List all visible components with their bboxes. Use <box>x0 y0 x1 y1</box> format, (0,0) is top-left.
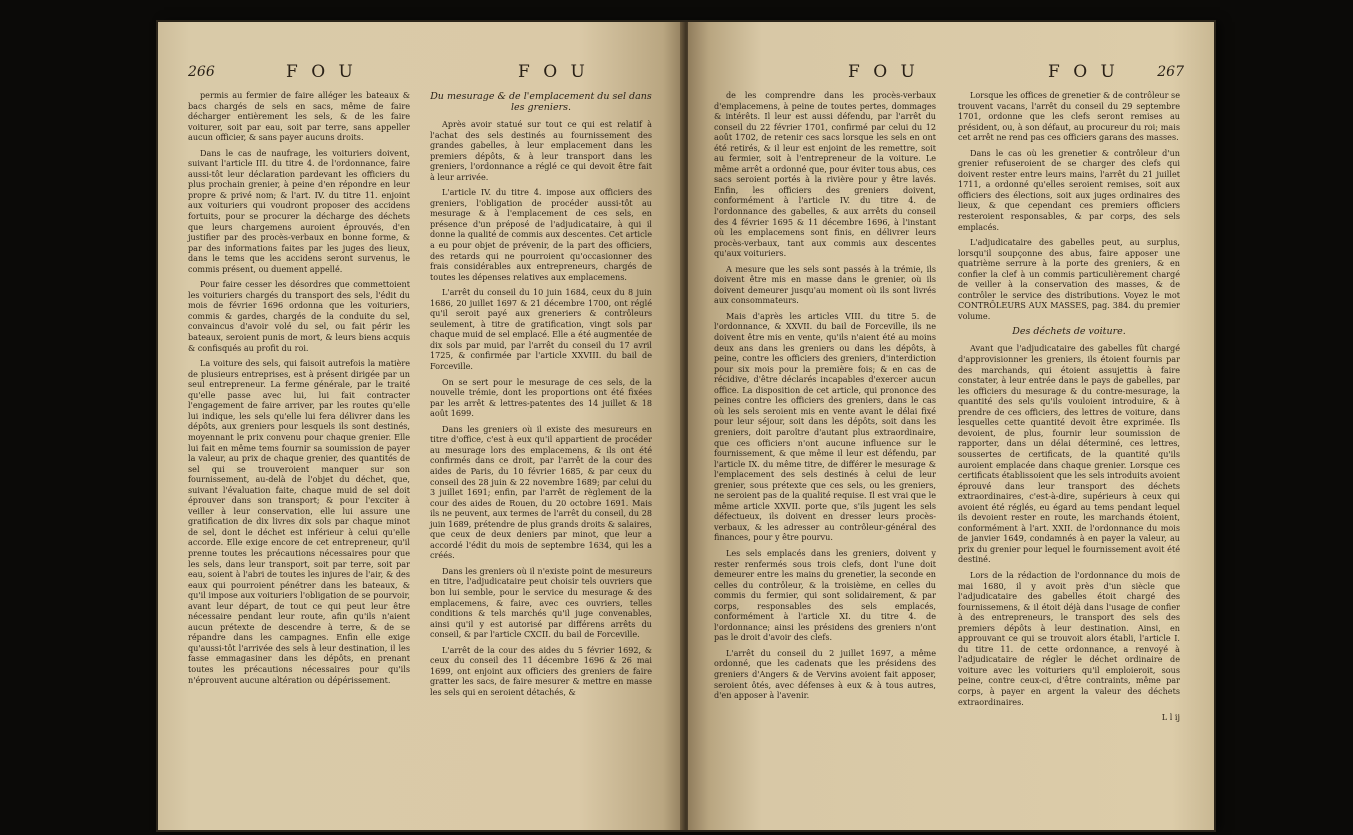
paragraph: Lors de la rédaction de l'ordonnance du mois de mai 1680, il y avoit près d'un siècle que l'adjudicataire des gabelles étoit chargé des fournissemens, & il étoit déjà dans l'usage de confier à des entrepreneurs, le transport des sels des premiers dépôts à leur destination. Ainsi, en approuvant ce qui se trouvoit alors établi, l'article I. du titre 11. de cette ordonnance, a renvoyé à l'adjudicataire de régler le déchet ordinaire de voiture avec les voituriers qu'il emploieroit, sous peine, contre ceux-ci, d'être contraints, même par corps, à payer en argent la valeur des déchets extraordinaires. <box>958 569 1180 707</box>
headword: F O U <box>286 62 357 82</box>
right-running-head <box>718 62 1184 86</box>
paragraph: L'arrêt du conseil du 2 juillet 1697, a même ordonné, que les cadenats que les présidens des greniers d'Angers & de Vervins avoient fait apposer, seroient ôtés, avec défenses à eux & à tous autres, d'en apposer à l'avenir. <box>714 647 936 701</box>
section-heading: Du mesurage & de l'emplacement du sel dans les greniers. <box>430 91 652 113</box>
paragraph: On se sert pour le mesurage de ces sels, de la nouvelle trémie, dont les proportions ont été fixées par les arrêt & lettres-patentes des 14 juillet & 18 août 1699. <box>430 376 652 419</box>
headword: F O U <box>848 62 919 82</box>
paragraph: Les sels emplacés dans les greniers, doivent y rester renfermés sous trois clefs, dont l'une doit demeurer entre les mains du grenetier, la seconde en celles du contrôleur, & la troisième, en celles du commis du fermier, qui sont solidairement, & par corps, responsables des sels emplacés, conformément à l'article XI. du titre 4. de l'ordonnance; ainsi les présidens des greniers n'ont pas le droit d'avoir des clefs. <box>714 547 936 643</box>
paragraph: L'adjudicataire des gabelles peut, au surplus, lorsqu'il soupçonne des abus, faire apposer une quatrième serrure à la porte des greniers, & en confier la clef à un commis particulièrement chargé de veiller à la conservation des masses, & de contrôler le service des distributions. Voyez le mot CONTRÔLEURS AUX MASSES, pag. 384. du premier volume. <box>958 237 1180 321</box>
paragraph: Dans les greniers où il existe des mesureurs en titre d'office, c'est à eux qu'il appartient de procéder au mesurage lors des emplacemens, & ils ont été confirmés dans ce droit, par l'arrêt de la cour des aides de Paris, du 10 février 1685, & par ceux du conseil des 28 juin & 22 novembre 1689; par celui du 3 juillet 1691; enfin, par l'arrêt de règlement de la cour des aides de Rouen, du 20 octobre 1691. Mais ils ne peuvent, aux termes de l'arrêt du conseil, du 28 juin 1689, prétendre de plus grands droits & salaires, que ceux de deux deniers par minot, que leur a accordé l'édit du mois de septembre 1634, qui les a créés. <box>430 423 652 561</box>
paragraph: Pour faire cesser les désordres que commettoient les voituriers chargés du transport des sels, l'édit du mois de février 1696 ordonna que les voituriers, commis & gardes, chargés de la conduite du sel, convaincus d'avoir volé du sel, ou fait périr les bateaux, seroient punis de mort, & leurs biens acquis & confisqués au profit du roi. <box>188 279 410 353</box>
paragraph: L'arrêt du conseil du 10 juin 1684, ceux du 8 juin 1686, 20 juillet 1697 & 21 décembre 1700, ont réglé qu'il seroit payé aux greneriers & contrôleurs seulement, à titre de gratification, vingt sols par chaque muid de sel emplacé. Elle a été augmentée de dix sols par muid, par l'arrêt du conseil du 17 avril 1725, & confirmée par l'article XXVIII. du bail de Forceville. <box>430 287 652 372</box>
headword: F O U <box>1048 62 1119 82</box>
text-column <box>430 90 652 702</box>
left-running-head <box>188 62 654 86</box>
paragraph: Après avoir statué sur tout ce qui est relatif à l'achat des sels destinés au fournissement des grandes gabelles, à leur emplacement dans les premiers dépôts, & à leur transport dans les greniers, l'ordonnance a réglé ce qui devoit être fait à leur arrivée. <box>430 119 652 182</box>
paragraph: de les comprendre dans les procès-verbaux d'emplacemens, à peine de toutes pertes, dommages & intérêts. Il leur est aussi défendu, par l'arrêt du conseil du 22 février 1701, confirmé par celui du 12 août 1702, de retenir ces sacs lorsque les sels en ont été retirés, & il leur est enjoint de les remettre, soit au fermier, soit à l'entrepreneur de la voiture. Le même arrêt a ordonné que, pour éviter tous abus, ces sacs seroient portés à la rivière pour y être lavés. Enfin, les officiers des greniers doivent, conformément à l'article IV. du titre 4. de l'ordonnance des gabelles, & aux arrêts du conseil des 4 février 1695 & 11 décembre 1696, à l'instant où les emplacemens sont finis, en délivrer leurs procès-verbaux, tant aux commis aux descentes qu'aux voituriers. <box>714 90 936 259</box>
headword: F O U <box>518 62 589 82</box>
text-column <box>958 90 1180 723</box>
paragraph: Dans les greniers où il n'existe point de mesureurs en titre, l'adjudicataire peut choisir tels ouvriers que bon lui semble, pour le service du mesurage & des emplacemens, & faire, avec ces ouvriers, telles conditions & tels marchés qu'il juge convenables, ainsi qu'il y est autorisé par différens arrêts du conseil, & par l'article CXCII. du bail de Forceville. <box>430 565 652 640</box>
page-number: 267 <box>1157 64 1184 80</box>
paragraph: L'article IV. du titre 4. impose aux officiers des greniers, l'obligation de procéder aussi-tôt au mesurage & à l'emplacement de ces sels, en présence d'un préposé de l'adjudicataire, à qui il donne la qualité de commis aux descentes. Cet article a eu pour objet de prévenir, de la part des officiers, des retards qui ne pourroient qu'occasionner des frais considérables aux entrepreneurs, chargés de toutes les dépenses relatives aux emplacemens. <box>430 187 652 282</box>
left-page <box>158 22 684 830</box>
section-heading: Des déchets de voiture. <box>1012 326 1126 338</box>
paragraph: Lorsque les offices de grenetier & de contrôleur se trouvent vacans, l'arrêt du conseil du 29 septembre 1701, ordonne que les clefs seront remises au président, ou, à son défaut, au procureur du roi; mais cet arrêt ne rend pas ces officiers garans des masses. <box>958 90 1180 143</box>
page-number: 266 <box>188 64 215 80</box>
right-page <box>688 22 1214 830</box>
paragraph: Avant que l'adjudicataire des gabelles fût chargé d'approvisionner les greniers, ils étoient fournis par des marchands, qui étoient assujettis à faire constater, à leur entrée dans le pays de gabelles, par les officiers du mesurage & du contre-mesurage, la quantité des sels qu'ils vouloient introduire, & à prendre de ces officiers, des lettres de voiture, dans lesquelles cette quantité devoit être exprimée. Ils devoient, de plus, fournir leur soumission de rapporter, dans un délai déterminé, ces lettres, soussertes de certificats, de la quantité qu'ils auroient emplacée dans chaque grenier. Lorsque ces certificats établissoient que les sels introduits avoient éprouvé dans leur transport des déchets extraordinaires, c'est-à-dire, supérieurs à ceux qui avoient été réglés, eu égard au tems pendant lequel ils devoient rester en route, les marchands étoient, conformément à l'art. XXII. de l'ordonnance du mois de janvier 1649, condamnés à en payer la valeur, au prix du grenier pour lequel le fournissement avoit été destiné. <box>958 343 1180 565</box>
paragraph: permis au fermier de faire alléger les bateaux & bacs chargés de sels en sacs, même de faire décharger entièrement les sels, & de les faire voiturer, soit par eau, soit par terre, sans appeller aucun officier, & sans payer aucuns droits. <box>188 90 410 143</box>
text-column <box>714 90 936 706</box>
paragraph: Dans le cas de naufrage, les voituriers doivent, suivant l'article III. du titre 4. de l'ordonnance, faire aussi-tôt leur déclaration pardevant les officiers du plus prochain grenier, à peine d'en répondre en leur propre & privé nom; & l'art. IV. du titre 11. enjoint aux voituriers qui voudront proposer des accidens fortuits, pour se procurer la décharge des déchets que leurs chargemens auroient éprouvés, d'en justifier par des procès-verbaux en bonne forme, & par des informations faites par les juges des lieux, dans le tems que les accidens seront survenus, le commis présent, ou duement appellé. <box>188 147 410 274</box>
text-column <box>188 90 410 690</box>
paragraph: La voiture des sels, qui faisoit autrefois la matière de plusieurs entreprises, est à présent dirigée par un seul entrepreneur. La ferme générale, par le traité qu'elle passe avec lui, lui fait contracter l'engagement de faire arriver, par les routes qu'elle lui indique, les sels qu'elle lui fera délivrer dans les dépôts, aux greniers pour lesquels ils sont destinés, moyennant le prix convenu pour chaque grenier. Elle lui fait en même tems fournir sa soumission de payer la valeur, au prix de chaque grenier, des quantités de sel qui se trouveroient manquer sur son fournissement, au-delà de l'objet du déchet, que, suivant l'évaluation faite, chaque muid de sel doit éprouver dans son transport; & pour l'exciter à veiller à leur conservation, elle lui assure une gratification de dix livres dix sols par chaque minot de sel, dont le déchet est inférieur à celui qu'elle accorde. Elle exige encore de cet entrepreneur, qu'il prenne toutes les précautions nécessaires pour que les sels, dans leur transport, soit par terre, soit par eau, soient à l'abri de toutes les injures de l'air, & des eaux qui pourroient pénétrer dans les bateaux, & qu'il impose aux voituriers l'obligation de se pourvoir, avant leur départ, de tout ce qui peut leur être nécessaire pendant leur route, afin qu'ils n'aient aucun prétexte de descendre à terre, & de se répandre dans les campagnes. Enfin elle exige qu'aussi-tôt l'arrivée des sels à leur destination, il les fasse emmagasiner dans les dépôts, en prenant toutes les précautions nécessaires pour qu'ils n'éprouvent aucune altération ou dépérissement. <box>188 358 410 685</box>
paragraph: L'arrêt de la cour des aides du 5 février 1692, & ceux du conseil des 11 décembre 1696 & 26 mai 1699, ont enjoint aux officiers des greniers de faire gratter les sacs, de faire mesurer & mettre en masse les sels qui en seroient détachés, & <box>430 644 652 697</box>
paragraph: Mais d'après les articles VIII. du titre 5. de l'ordonnance, & XXVII. du bail de Forceville, ils ne doivent être mis en vente, qu'ils n'aient été au moins deux ans dans les greniers ou dans les dépôts, à peine, contre les officiers des greniers, d'interdiction pour six mois pour la première fois; & en cas de récidive, d'être déclarés incapables d'exercer aucun office. La disposition de cet article, qui prononce des peines contre les officiers des greniers, dans le cas où les sels seroient mis en vente avant le délai fixé pour leur séjour, soit dans les dépôts, soit dans les greniers, doit paroître d'autant plus extraordinaire, que ces officiers n'ont aucune influence sur le fournissement, & que même il leur est défendu, par l'article IX. du même titre, de différer le mesurage & l'emplacement des sels destinés à celui de leur grenier, sous prétexte que ces sels, ou les greniers, ne seroient pas de la qualité requise. Il est vrai que le même article XXVII. porte que, s'ils jugent les sels défectueux, ils doivent en dresser leurs procès-verbaux, & les adresser au contrôleur-général des finances, pour y être pourvu. <box>714 310 936 543</box>
signature-mark: L l ij <box>1161 712 1180 723</box>
paragraph: Dans le cas où les grenetier & contrôleur d'un grenier refuseroient de se charger des clefs qui doivent rester entre leurs mains, l'arrêt du 21 juillet 1711, a ordonné qu'elles seroient remises, soit aux officiers des élections, soit aux juges ordinaires des lieux, & que cependant ces premiers officiers resteroient responsables, & par corps, des sels emplacés. <box>958 147 1180 232</box>
open-book <box>158 22 1214 830</box>
paragraph: A mesure que les sels sont passés à la trémie, ils doivent être mis en masse dans le grenier, où ils doivent demeurer jusqu'au moment où ils sont livrés aux consommateurs. <box>714 263 936 306</box>
